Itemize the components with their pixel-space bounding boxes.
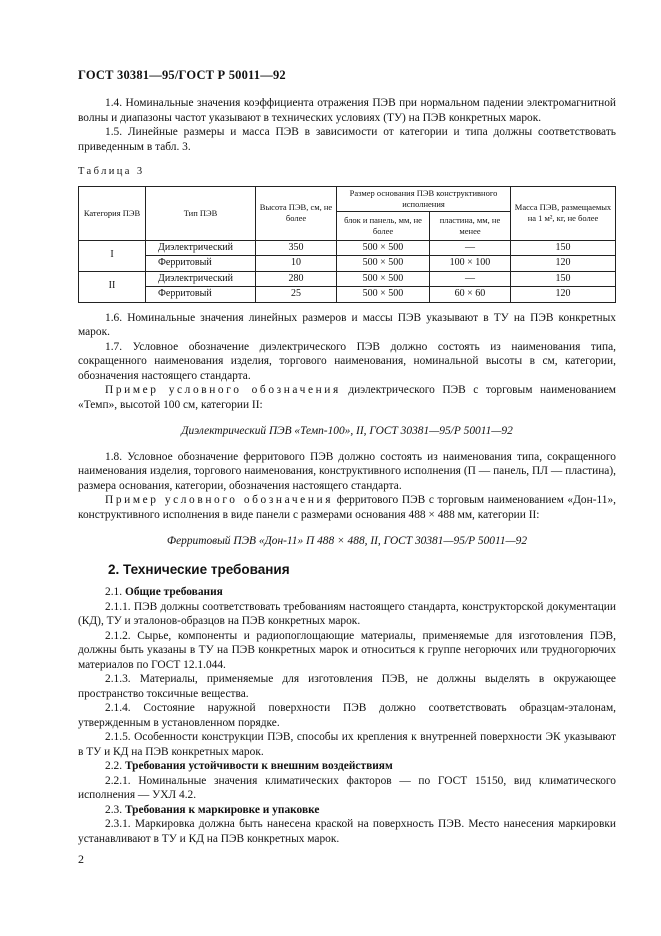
- subsection-2-2-heading: [78, 759, 616, 774]
- cell-mass: 150: [511, 271, 616, 287]
- paragraph-1-8: 1.8. Условное обозначение ферритового ПЭВ должно состоять из наименования типа, сокращенного наименования изделия, торгового наименования, конструктивного исполнения (П — панель, ПЛ — пластина), размера основания, категории, обозначения настоящего стандарта.: [78, 450, 616, 492]
- table-label: Таблица 3: [78, 166, 145, 177]
- cell-type: Диэлектрический: [146, 271, 256, 287]
- cell-block: 500 × 500: [337, 271, 430, 287]
- subsection-number: 2.3.: [105, 803, 123, 816]
- page-number: 2: [78, 852, 84, 866]
- subsection-title: Общие требования: [124, 586, 223, 598]
- cell-plate: —: [430, 271, 511, 287]
- th-base: Размер основания ПЭВ конструктивного исполнения: [337, 186, 511, 211]
- subsection-2-1-heading: [78, 585, 616, 600]
- example-1-text: диэлектрического ПЭВ с торговым наименованием «Темп», высотой 100 см, категории II:: [78, 384, 616, 411]
- cell-block: 500 × 500: [337, 287, 430, 303]
- example-word: Пример условного обозначения: [105, 494, 334, 506]
- paragraph-2-1-5: 2.1.5. Особенности конструкции ПЭВ, способы их крепления к внутренней поверхности ЭК указывают в ТУ и КД на ПЭВ конкретных марок.: [78, 731, 616, 758]
- paragraph-2-1-1: 2.1.1. ПЭВ должны соответствовать требованиям настоящего стандарта, конструкторской документации (КД), ТУ и эталонов-образцов на ПЭВ конкретных марок.: [78, 600, 616, 627]
- cell-type: Ферритовый: [146, 256, 256, 272]
- table-row: [79, 240, 616, 256]
- cell-height: 25: [256, 287, 337, 303]
- table-row: [79, 256, 616, 272]
- paragraph-2-2-1: 2.2.1. Номинальные значения климатических факторов — по ГОСТ 15150, вид климатического исполнения — УХЛ 4.2.: [78, 774, 616, 801]
- table-header-row: [79, 186, 616, 211]
- cell-mass: 120: [511, 287, 616, 303]
- subsection-number: 2.1.: [105, 586, 123, 598]
- cell-mass: 120: [511, 256, 616, 272]
- paragraph-2-3-1: 2.3.1. Маркировка должна быть нанесена краской на поверхность ПЭВ. Место нанесения маркировки устанавливают в ТУ и КД на ПЭВ конкретных марок.: [78, 818, 616, 845]
- table-row: [79, 271, 616, 287]
- cell-block: 500 × 500: [337, 256, 430, 272]
- paragraph-2-1-3: 2.1.3. Материалы, применяемые для изготовления ПЭВ, не должны выделять в окружающее пространство токсичные вещества.: [78, 673, 616, 700]
- cell-category: II: [79, 271, 146, 302]
- paragraph-2-1-2: 2.1.2. Сырье, компоненты и радиопоглощающие материалы, применяемые для изготовления ПЭВ, должны быть указаны в ТУ на ПЭВ конкретных марок и относиться к группе негорючих или трудногорючих материалов по ГОСТ 12.1.044.: [78, 629, 616, 671]
- example-word: Пример условного обозначения: [105, 384, 341, 396]
- example-2-text: ферритового ПЭВ с торговым наименованием «Дон-11», конструктивного исполнения в виде панели с размерами основания 488 × 488 мм, категории II:: [78, 494, 616, 521]
- table-3: [78, 186, 616, 303]
- th-height: Высота ПЭВ, см, не более: [256, 186, 337, 240]
- paragraph-1-7: 1.7. Условное обозначение диэлектрического ПЭВ должно состоять из наименования типа, сокращенного наименования изделия, торгового наименования, номинальной высоты в см, категории, обозначения настоящего стандарта.: [78, 340, 616, 382]
- th-mass: Масса ПЭВ, размещаемых на 1 м², кг, не более: [511, 186, 616, 240]
- cell-plate: 100 × 100: [430, 256, 511, 272]
- cell-plate: 60 × 60: [430, 287, 511, 303]
- document-header: ГОСТ 30381—95/ГОСТ Р 50011—92: [78, 68, 286, 82]
- cell-type: Диэлектрический: [146, 240, 256, 256]
- cell-category: I: [79, 240, 146, 271]
- cell-block: 500 × 500: [337, 240, 430, 256]
- th-block: блок и панель, мм, не более: [337, 211, 430, 240]
- cell-plate: —: [430, 240, 511, 256]
- subsection-number: 2.2.: [105, 760, 123, 772]
- th-category: Категория ПЭВ: [79, 186, 146, 240]
- example-2-designation: Ферритовый ПЭВ «Дон-11» П 488 × 488, II, ГОСТ 30381—95/Р 50011—92: [166, 535, 528, 547]
- cell-height: 10: [256, 256, 337, 272]
- example-2: [78, 493, 616, 522]
- cell-type: Ферритовый: [146, 287, 256, 303]
- paragraph-1-5: 1.5. Линейные размеры и масса ПЭВ в зависимости от категории и типа должны соответствовать приведенным в табл. 3.: [78, 126, 616, 153]
- subsection-title: Требования устойчивости к внешним воздействиям: [124, 760, 393, 772]
- cell-height: 350: [256, 240, 337, 256]
- subsection-2-3-heading: [78, 803, 616, 818]
- paragraph-1-4: 1.4. Номинальные значения коэффициента отражения ПЭВ при нормальном падении электромагнитной волны и диапазоны частот указывают в технических условиях (ТУ) на ПЭВ конкретных марок.: [78, 97, 616, 124]
- table-row: [79, 287, 616, 303]
- document-body: [78, 96, 616, 846]
- cell-height: 280: [256, 271, 337, 287]
- th-plate: пластина, мм, не менее: [430, 211, 511, 240]
- example-1: [78, 383, 616, 412]
- cell-mass: 150: [511, 240, 616, 256]
- section-2-title: 2. Технические требования: [108, 561, 290, 577]
- example-1-designation: Диэлектрический ПЭВ «Темп-100», II, ГОСТ 30381—95/Р 50011—92: [181, 425, 513, 437]
- subsection-title: Требования к маркировке и упаковке: [124, 803, 320, 816]
- paragraph-1-6: 1.6. Номинальные значения линейных размеров и массы ПЭВ указывают в ТУ на ПЭВ конкретных марок.: [78, 311, 616, 338]
- paragraph-2-1-4: 2.1.4. Состояние наружной поверхности ПЭВ должно соответствовать образцам-эталонам, утвержденным в установленном порядке.: [78, 702, 616, 729]
- th-type: Тип ПЭВ: [146, 186, 256, 240]
